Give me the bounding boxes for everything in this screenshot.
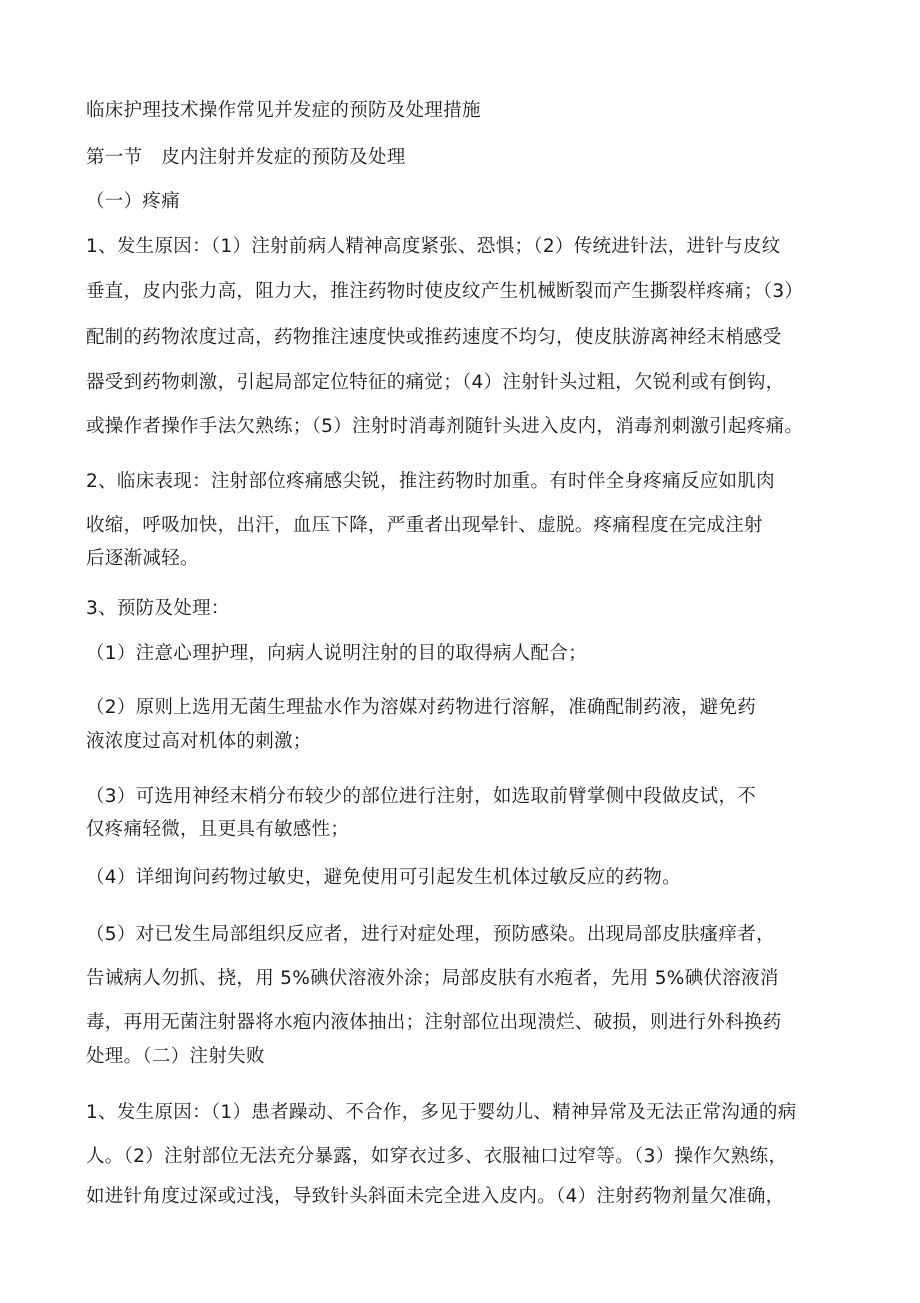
measure-item: 毒，再用无菌注射器将水疱内液体抽出；注射部位出现溃烂、破损，则进行外科换药 <box>86 1012 782 1033</box>
paragraph-line: 1、发生原因：（1）注射前病人精神高度紧张、恐惧；（2）传统进针法，进针与皮纹 <box>86 236 781 257</box>
paragraph-line: 1、发生原因：（1）患者躁动、不合作，多见于婴幼儿、精神异常及无法正常沟通的病 <box>86 1102 797 1123</box>
paragraph-line: 后逐渐减轻。 <box>86 548 199 569</box>
measure-item: （1）注意心理护理，向病人说明注射的目的取得病人配合； <box>86 643 587 664</box>
paragraph-line: 收缩，呼吸加快，出汗，血压下降，严重者出现晕针、虚脱。疼痛程度在完成注射 <box>86 515 763 536</box>
measure-item: （4）详细询问药物过敏史，避免使用可引起发生机体过敏反应的药物。 <box>86 867 681 888</box>
measure-item: （2）原则上选用无菌生理盐水作为溶媒对药物进行溶解，准确配制药液，避免药 <box>86 697 757 718</box>
document-title: 临床护理技术操作常见并发症的预防及处理措施 <box>86 100 481 121</box>
subsection-heading-pain: （一）疼痛 <box>86 191 181 212</box>
measure-item: 处理。（二）注射失败 <box>86 1046 265 1067</box>
paragraph-line: 配制的药物浓度过高，药物推注速度快或推药速度不均匀，使皮肤游离神经末梢感受 <box>86 327 782 348</box>
paragraph-line: 垂直，皮内张力高，阻力大，推注药物时使皮纹产生机械断裂而产生撕裂样疼痛；（3） <box>86 281 804 302</box>
measure-item: 告诫病人勿抓、挠，用 5%碘伏溶液外涂；局部皮肤有水疱者，先用 5%碘伏溶液消 <box>86 968 779 989</box>
measure-item: （3）可选用神经末梢分布较少的部位进行注射，如选取前臂掌侧中段做皮试，不 <box>86 786 757 807</box>
paragraph-line: 器受到药物刺激，引起局部定位特征的痛觉；（4）注射针头过粗，欠锐利或有倒钩， <box>86 372 785 393</box>
measure-item: （5）对已发生局部组织反应者，进行对症处理，预防感染。出现局部皮肤瘙痒者， <box>86 924 775 945</box>
measure-item: 液浓度过高对机体的刺激； <box>86 731 312 752</box>
paragraph-line: 人。（2）注射部位无法充分暴露，如穿衣过多、衣服袖口过窄等。（3）操作欠熟练， <box>86 1146 788 1167</box>
paragraph-line: 如进针角度过深或过浅，导致针头斜面未完全进入皮内。（4）注射药物剂量欠准确， <box>86 1186 785 1207</box>
paragraph-line: 2、临床表现：注射部位疼痛感尖锐，推注药物时加重。有时伴全身疼痛反应如肌肉 <box>86 471 775 492</box>
section-heading: 第一节 皮内注射并发症的预防及处理 <box>86 147 406 168</box>
measure-item: 仅疼痛轻微，且更具有敏感性； <box>86 819 350 840</box>
prevention-heading: 3、预防及处理： <box>86 598 230 619</box>
paragraph-line: 或操作者操作手法欠熟练；（5）注射时消毒剂随针头进入皮内，消毒剂刺激引起疼痛。 <box>86 416 804 437</box>
